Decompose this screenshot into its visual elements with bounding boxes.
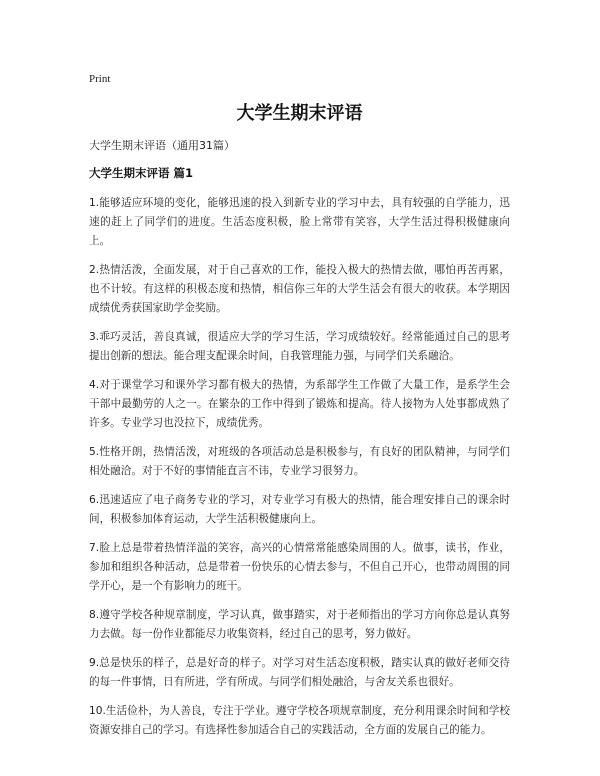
paragraph-list <box>89 194 510 740</box>
section-heading: 大学生期末评语 篇1 <box>89 166 194 180</box>
paragraph-1: 1.能够适应环境的变化，能够迅速的投入到新专业的学习中去，具有较强的自学能力，迅速的赶上了同学们的进度。生活态度积极，脸上常带有笑容，大学生活过得积极健康向上。 <box>89 197 510 247</box>
paragraph-9: 9.总是快乐的样子，总是好奇的样子。对学习对生活态度积极，踏实认真的做好老师交待的每一件事情，日有所进，学有所成。与同学们相处融洽，与舍友关系也很好。 <box>89 657 510 688</box>
paragraph-4: 4.对于课堂学习和课外学习都有极大的热情，为系部学生工作做了大量工作，是系学生会干部中最勤劳的人之一。在繁杂的工作中得到了锻炼和提高。待人接物为人处事都成熟了许多。专业学习也没拉下，成绩优秀。 <box>89 379 510 429</box>
print-label: Print <box>89 73 111 85</box>
paragraph-7: 7.脸上总是带着热情洋溢的笑容，高兴的心情常常能感染周围的人。做事，读书，作业，参加和组织各种活动，总是带着一份快乐的心情去参与，不但自己开心，也带动周围的同学开心，是一个有影响力的班干。 <box>89 542 510 592</box>
paragraph-6: 6.迅速适应了电子商务专业的学习，对专业学习有极大的热情，能合理安排自己的课余时间，积极参加体育运动，大学生活积极健康向上。 <box>89 494 510 525</box>
paragraph-5: 5.性格开朗，热情活泼，对班级的各项活动总是积极参与，有良好的团队精神，与同学们相处融洽。对于不好的事情能直言不讳，专业学习很努力。 <box>89 446 510 477</box>
paragraph-2: 2.热情活泼，全面发展，对于自己喜欢的工作，能投入极大的热情去做，哪怕再苦再累，也不计较。有这样的积极态度和热情，相信你三年的大学生活会有很大的收获。本学期因成绩优秀获国家助学金奖励。 <box>89 264 510 314</box>
document-title: 大学生期末评语 <box>236 103 363 124</box>
paragraph-3: 3.乖巧灵活，善良真诚，很适应大学的学习生活，学习成绩较好。经常能通过自己的思考提出创新的想法。能合理支配课余时间，自我管理能力强，与同学们关系融洽。 <box>89 331 510 362</box>
paragraph-8: 8.遵守学校各种规章制度，学习认真，做事踏实，对于老师指出的学习方向你总是认真努力去做。每一份作业都能尽力收集资料，经过自己的思考，努力做好。 <box>89 609 510 640</box>
paragraph-10: 10.生活俭朴，为人善良，专注于学业。遵守学校各项规章制度，充分利用课余时间和学校资源安排自己的学习。有选择性参加适合自己的实践活动，全方面的发展自己的能力。 <box>89 705 510 736</box>
document-subtitle: 大学生期末评语（通用31篇） <box>89 139 235 152</box>
